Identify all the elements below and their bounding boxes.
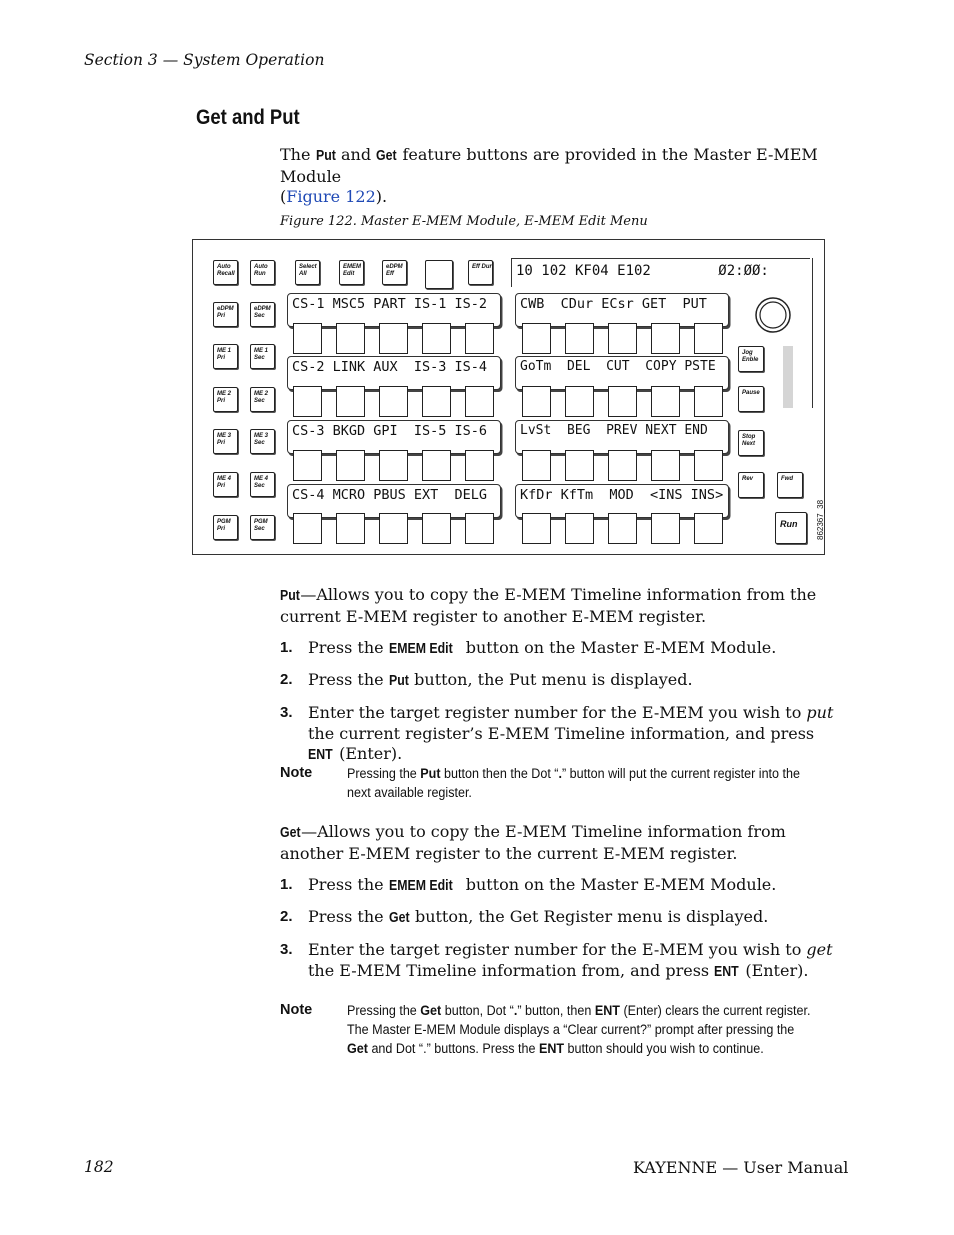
soft-key bbox=[522, 450, 551, 481]
pgm-sec-button: PGM Sec bbox=[250, 515, 275, 540]
figure-id: 8623​67_38 bbox=[816, 499, 825, 540]
edpm-sec-button: eDPM Sec bbox=[250, 302, 275, 327]
soft-key bbox=[694, 450, 723, 481]
lcd-right-2: GoTm DEL CUT COPY PSTE bbox=[515, 356, 729, 390]
emem-edit-button: EMEM Edit bbox=[339, 260, 364, 285]
step-text: (Enter). bbox=[745, 960, 809, 980]
step-text: the current register’s E-MEM Timeline information, and press bbox=[308, 723, 815, 743]
put-description bbox=[280, 585, 845, 627]
me4-pri-button: ME 4 Pri bbox=[213, 472, 238, 497]
get-term: Get bbox=[280, 825, 301, 841]
soft-key bbox=[336, 450, 365, 481]
lcd-left-2: CS-2 LINK AUX IS-3 IS-4 bbox=[287, 356, 501, 390]
step-text: Press the bbox=[308, 875, 384, 894]
soft-key bbox=[465, 323, 494, 354]
run-button: Run bbox=[775, 512, 807, 544]
step-number: 1. bbox=[280, 639, 293, 656]
get-step-2 bbox=[280, 907, 845, 929]
soft-key bbox=[293, 386, 322, 417]
step-emphasis: put bbox=[806, 703, 834, 722]
soft-key bbox=[651, 386, 680, 417]
soft-key bbox=[422, 450, 451, 481]
rev-button: Rev bbox=[738, 472, 764, 498]
step-keyword: EMEM Edit bbox=[388, 641, 453, 657]
status-bracket bbox=[809, 258, 813, 408]
jog-enable-button: Jog Enble bbox=[738, 346, 764, 372]
intro-text: ). bbox=[375, 187, 388, 206]
intro-text: feature buttons are provided in the Master E-MEM Module bbox=[280, 145, 818, 186]
soft-key bbox=[651, 450, 680, 481]
me1-sec-button: ME 1 Sec bbox=[250, 344, 275, 369]
edpm-pri-button: eDPM Pri bbox=[213, 302, 238, 327]
me3-pri-button: ME 3 Pri bbox=[213, 429, 238, 454]
edpm-eff-button: eDPM Eff bbox=[382, 260, 407, 285]
me2-sec-button: ME 2 Sec bbox=[250, 387, 275, 412]
lcd-left-1: CS-1 MSC5 PART IS-1 IS-2 bbox=[287, 293, 501, 327]
intro-text: and bbox=[341, 145, 372, 164]
soft-key bbox=[422, 386, 451, 417]
note-label: Note bbox=[280, 1002, 313, 1018]
soft-key bbox=[565, 513, 594, 544]
put-term: Put bbox=[280, 588, 300, 604]
step-keyword: Put bbox=[388, 673, 409, 689]
soft-key bbox=[336, 323, 365, 354]
status-display-text: 10 102 KF04 E102 Ø2:ØØ: bbox=[516, 263, 769, 279]
put-desc-text: —Allows you to copy the E-MEM Timeline information from the current E-MEM register to another E-MEM register. bbox=[280, 585, 817, 626]
soft-key bbox=[694, 386, 723, 417]
get-note: Pressing the Get button, Dot “.” button, then ENT (Enter) clears the current register. The Master E-MEM Module displays a “Clear current?” prompt after pressing the Get and Dot “.” buttons. Press the ENT button should you wish to continue. bbox=[347, 1003, 811, 1056]
step-text: (Enter). bbox=[339, 744, 403, 763]
soft-key bbox=[293, 513, 322, 544]
step-number: 3. bbox=[280, 704, 293, 721]
step-number: 3. bbox=[280, 941, 293, 958]
step-text: Press the bbox=[308, 638, 384, 657]
lcd-left-4: CS-4 MCRO PBUS EXT DELG bbox=[287, 484, 501, 518]
soft-key bbox=[465, 450, 494, 481]
intro-text: ( bbox=[280, 187, 287, 206]
me1-pri-button: ME 1 Pri bbox=[213, 344, 238, 369]
put-step-3 bbox=[280, 703, 845, 766]
step-text: Press the bbox=[308, 907, 384, 926]
soft-key bbox=[336, 513, 365, 544]
step-text: button on the Master E-MEM Module. bbox=[465, 875, 777, 894]
auto-recall-button: Auto Recall bbox=[213, 260, 238, 285]
meter-bar bbox=[783, 346, 793, 408]
step-keyword: ENT bbox=[308, 747, 333, 763]
emem-module-figure bbox=[192, 239, 825, 555]
figure-caption: Figure 122. Master E-MEM Module, E-MEM Edit Menu bbox=[280, 214, 648, 229]
put-keyword: Put bbox=[315, 148, 336, 164]
soft-key bbox=[694, 513, 723, 544]
soft-key bbox=[651, 513, 680, 544]
soft-key bbox=[651, 323, 680, 354]
running-header: Section 3 — System Operation bbox=[84, 51, 325, 69]
get-description bbox=[280, 822, 845, 864]
soft-key bbox=[608, 386, 637, 417]
soft-key bbox=[694, 323, 723, 354]
status-display bbox=[511, 258, 810, 287]
lcd-right-3: LvSt BEG PREV NEXT END bbox=[515, 420, 729, 454]
page-number: 182 bbox=[84, 1158, 114, 1176]
step-text: button, the Get Register menu is displayed. bbox=[414, 907, 769, 926]
get-desc-text: —Allows you to copy the E-MEM Timeline information from another E-MEM register to the current E-MEM register. bbox=[280, 822, 786, 863]
soft-key bbox=[608, 513, 637, 544]
soft-key bbox=[293, 450, 322, 481]
figure-link[interactable]: Figure 122 bbox=[286, 187, 376, 206]
step-text: Press the bbox=[308, 670, 384, 689]
step-text: Enter the target register number for the E-MEM you wish to bbox=[308, 940, 802, 959]
eff-dur-button: Eff Dur bbox=[468, 260, 493, 285]
soft-key bbox=[422, 513, 451, 544]
intro-paragraph bbox=[280, 145, 850, 208]
soft-key bbox=[379, 450, 408, 481]
step-keyword: ENT bbox=[714, 963, 739, 980]
pgm-pri-button: PGM Pri bbox=[213, 515, 238, 540]
soft-key bbox=[565, 450, 594, 481]
soft-key bbox=[379, 323, 408, 354]
soft-key bbox=[522, 386, 551, 417]
step-keyword: Get bbox=[388, 910, 410, 926]
soft-key bbox=[565, 323, 594, 354]
soft-key bbox=[379, 513, 408, 544]
put-step-2 bbox=[280, 670, 845, 692]
me2-pri-button: ME 2 Pri bbox=[213, 387, 238, 412]
note-label: Note bbox=[280, 765, 313, 781]
get-step-1 bbox=[280, 875, 845, 897]
fwd-button: Fwd bbox=[777, 472, 803, 498]
jog-knob-icon bbox=[753, 295, 793, 335]
soft-key bbox=[336, 386, 365, 417]
soft-key bbox=[465, 513, 494, 544]
lcd-right-1: CWB CDur ECsr GET PUT bbox=[515, 293, 729, 327]
step-number: 2. bbox=[280, 908, 293, 925]
get-step-3 bbox=[280, 940, 845, 982]
soft-key bbox=[522, 513, 551, 544]
put-step-1 bbox=[280, 638, 845, 660]
step-text: the E-MEM Timeline information from, and press bbox=[308, 960, 710, 980]
step-text: button, the Put menu is displayed. bbox=[414, 670, 693, 689]
select-all-button: Select All bbox=[295, 260, 320, 285]
auto-run-button: Auto Run bbox=[250, 260, 275, 285]
blank-button bbox=[425, 260, 453, 289]
section-heading: Get and Put bbox=[196, 106, 300, 129]
step-keyword: EMEM Edit bbox=[388, 878, 453, 894]
step-text: button on the Master E-MEM Module. bbox=[465, 638, 777, 657]
stop-next-button: Stop Next bbox=[738, 430, 764, 456]
soft-key bbox=[379, 386, 408, 417]
step-text: Enter the target register number for the E-MEM you wish to bbox=[308, 703, 802, 722]
intro-text: The bbox=[280, 145, 311, 164]
pause-button: Pause bbox=[738, 386, 764, 412]
put-note: Pressing the Put button then the Dot “.” button will put the current register into the next available register. bbox=[347, 766, 800, 800]
me3-sec-button: ME 3 Sec bbox=[250, 429, 275, 454]
manual-title: KAYENNE — User Manual bbox=[633, 1158, 849, 1177]
soft-key bbox=[293, 323, 322, 354]
soft-key bbox=[565, 386, 594, 417]
step-number: 2. bbox=[280, 671, 293, 688]
step-emphasis: get bbox=[806, 940, 833, 959]
step-number: 1. bbox=[280, 876, 293, 893]
soft-key bbox=[608, 450, 637, 481]
me4-sec-button: ME 4 Sec bbox=[250, 472, 275, 497]
soft-key bbox=[522, 323, 551, 354]
soft-key bbox=[465, 386, 494, 417]
soft-key bbox=[608, 323, 637, 354]
soft-key bbox=[422, 323, 451, 354]
lcd-right-4: KfDr KfTm MOD <INS INS> bbox=[515, 484, 729, 518]
get-keyword: Get bbox=[376, 148, 397, 164]
lcd-left-3: CS-3 BKGD GPI IS-5 IS-6 bbox=[287, 420, 501, 454]
